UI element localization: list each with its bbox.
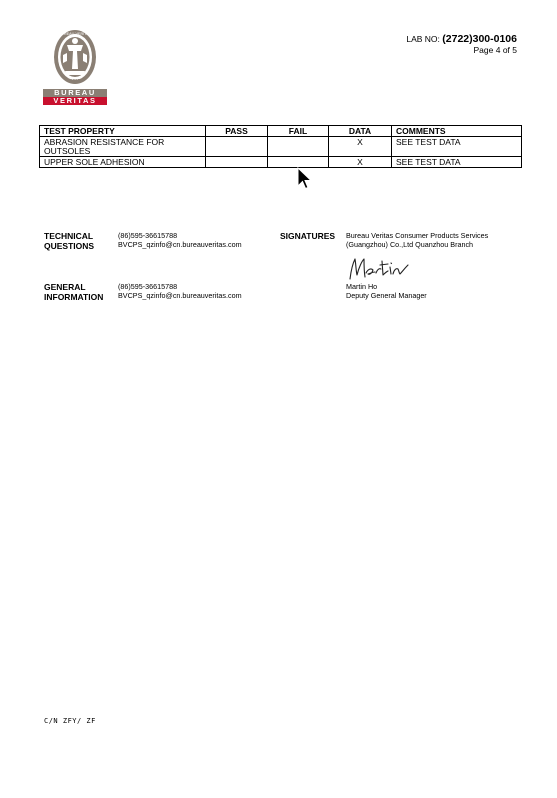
property-line: ABRASION RESISTANCE FOR — [44, 137, 165, 147]
technical-phone: (86)595-36615788 — [118, 231, 178, 240]
signatures-label: SIGNATURES — [280, 231, 336, 241]
seal-icon — [43, 29, 107, 87]
technical-questions-label — [44, 231, 94, 251]
logo-band-bureau: BUREAU — [43, 89, 107, 97]
signer-block — [346, 282, 427, 300]
technical-email: BVCPS_qzinfo@cn.bureauveritas.com — [118, 240, 242, 249]
property-line: UPPER SOLE ADHESION — [44, 157, 145, 167]
cell-fail — [268, 157, 329, 168]
seal-year: 1828 — [69, 78, 81, 83]
header-pass: PASS — [206, 126, 268, 137]
bureau-veritas-logo — [43, 29, 107, 105]
handwritten-signature — [346, 253, 412, 283]
technical-contact — [118, 231, 242, 249]
cell-property — [40, 137, 206, 157]
signer-name: Martin Ho — [346, 282, 378, 291]
general-contact — [118, 282, 242, 300]
company-line1: Bureau Veritas Consumer Products Services — [346, 231, 489, 240]
cell-comments: SEE TEST DATA — [392, 137, 522, 157]
signer-title: Deputy General Manager — [346, 291, 427, 300]
lab-header — [406, 34, 517, 56]
general-information-label — [44, 282, 103, 302]
header-fail: FAIL — [268, 126, 329, 137]
page-number: Page 4 of 5 — [473, 45, 517, 55]
technical-label-line2: QUESTIONS — [44, 241, 95, 251]
signatures-company — [346, 231, 488, 249]
table-row — [40, 137, 522, 157]
property-line: OUTSOLES — [44, 146, 91, 156]
results-table — [39, 125, 522, 168]
footer-code: C/N ZFY/ ZF — [44, 717, 96, 725]
table-row — [40, 157, 522, 168]
general-phone: (86)595-36615788 — [118, 282, 178, 291]
mouse-pointer-icon — [297, 167, 313, 191]
header-comments: COMMENTS — [392, 126, 522, 137]
cell-property — [40, 157, 206, 168]
lab-number-label: LAB NO: — [406, 34, 443, 44]
technical-label-line1: TECHNICAL — [44, 231, 94, 241]
lab-number-value: (2722)300-0106 — [442, 33, 517, 45]
cell-fail — [268, 137, 329, 157]
general-email: BVCPS_qzinfo@cn.bureauveritas.com — [118, 291, 242, 300]
seal-text: BUREAU VERITAS — [58, 32, 92, 36]
company-line2: (Guangzhou) Co.,Ltd Quanzhou Branch — [346, 240, 474, 249]
general-label-line1: GENERAL — [44, 282, 86, 292]
cell-pass — [206, 157, 268, 168]
cell-data: X — [329, 157, 392, 168]
cell-data: X — [329, 137, 392, 157]
general-label-line2: INFORMATION — [44, 292, 104, 302]
cell-comments: SEE TEST DATA — [392, 157, 522, 168]
cell-pass — [206, 137, 268, 157]
table-header-row — [40, 126, 522, 137]
lab-number — [406, 34, 517, 45]
header-data: DATA — [329, 126, 392, 137]
header-test-property: TEST PROPERTY — [40, 126, 206, 137]
logo-band-veritas: VERITAS — [43, 97, 107, 105]
